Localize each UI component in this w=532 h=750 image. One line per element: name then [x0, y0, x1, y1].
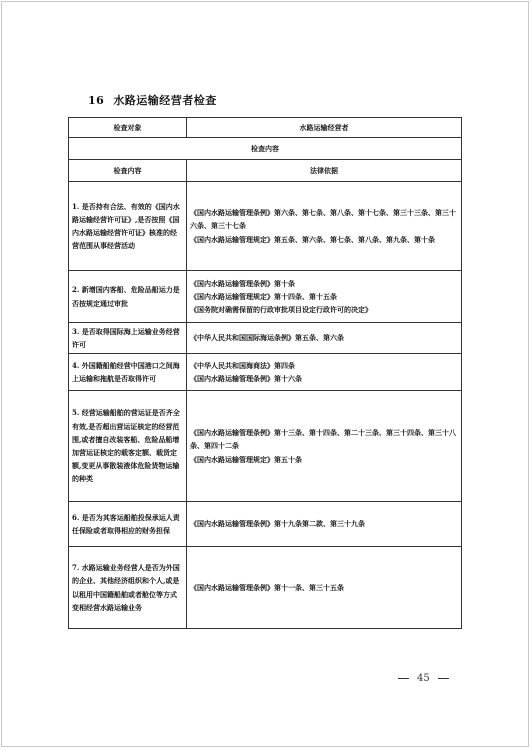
section-title: 水路运输经营者检查 [113, 94, 217, 107]
legal-basis-line: 《国内水路运输管理规定》第五条、第六条、第七条、第八条、第九条、第十条 [190, 234, 435, 244]
legal-basis-line: 《国内水路运输管理条例》第六条、第七条、第八条、第十七条、第三十三条、第三十六条、第三十七条 [190, 208, 456, 231]
inspection-item: 2. 新增国内客船、危险品船运力是否按规定通过审批 [69, 271, 187, 323]
page-number-value: 45 [417, 673, 430, 684]
legal-basis [187, 354, 462, 391]
inspection-item: 1. 是否持有合法、有效的《国内水路运输经营许可证》,是否按照《国内水路运输经营许可证》核准的经营范围从事经营活动 [69, 182, 187, 271]
column-header-basis: 法律依据 [187, 160, 462, 182]
table-row [69, 502, 462, 547]
section-number: 16 [88, 94, 105, 107]
table-row [69, 391, 462, 502]
page-number-dash [398, 678, 409, 679]
legal-basis-line: 《国内水路运输管理条例》第十条 [190, 278, 295, 288]
inspection-table [68, 117, 462, 629]
legal-basis-line: 《国内水路运输管理规定》第五十条 [190, 454, 302, 464]
table-row [69, 547, 462, 629]
legal-basis [187, 547, 462, 629]
table-row [69, 323, 462, 354]
page-number-dash [438, 678, 449, 679]
legal-basis [187, 323, 462, 354]
inspection-item: 3. 是否取得国际海上运输业务经营许可 [69, 323, 187, 354]
inspection-item: 5. 经营运输船舶的营运证是否齐全有效,是否超出营运证核定的经营范围,或者擅自改装客船、危险品船增加营运证核定的载客定额、载货定额,变更从事散装液体危险货物运输的种类 [69, 391, 187, 502]
legal-basis [187, 502, 462, 547]
object-label: 检查对象 [69, 118, 187, 138]
section-label: 检查内容 [69, 138, 462, 160]
column-header-content: 检查内容 [69, 160, 187, 182]
legal-basis-line: 《国内水路运输管理条例》第十一条、第三十五条 [190, 582, 344, 592]
legal-basis-line: 《中华人民共和国国际海运条例》第五条、第六条 [190, 333, 344, 343]
table-row [69, 182, 462, 271]
inspection-item: 7. 水路运输业务经营人是否为外国的企业、其他经济组织和个人,或是以租用中国籍船舶或者舱位等方式变相经营水路运输业务 [69, 547, 187, 629]
legal-basis-line: 《国内水路运输管理规定》第十四条、第十五条 [190, 291, 337, 301]
legal-basis-line: 《中华人民共和国海商法》第四条 [190, 360, 295, 370]
column-header-row [69, 160, 462, 182]
legal-basis-line: 《国内水路运输管理条例》第十六条 [190, 374, 302, 383]
section-heading [88, 92, 217, 108]
section-label-row [69, 138, 462, 160]
inspection-item: 6. 是否为其客运船舶投保承运人责任保险或者取得相应的财务担保 [69, 502, 187, 547]
table-header-row [69, 118, 462, 138]
table-row [69, 354, 462, 391]
legal-basis-line: 《国内水路运输管理条例》第十三条、第十四条、第二十三条、第三十四条、第三十八条、第四十二条 [190, 428, 456, 451]
legal-basis [187, 271, 462, 323]
page-number [398, 673, 449, 684]
object-value: 水路运输经营者 [187, 118, 462, 138]
legal-basis [187, 182, 462, 271]
inspection-item: 4. 外国籍船舶经营中国港口之间海上运输和拖航是否取得许可 [69, 354, 187, 391]
table-row [69, 271, 462, 323]
legal-basis-line: 《国务院对确需保留的行政审批项目设定行政许可的决定》 [190, 305, 372, 315]
legal-basis-line: 《国内水路运输管理条例》第十九条第二款、第三十九条 [190, 519, 365, 529]
legal-basis [187, 391, 462, 502]
